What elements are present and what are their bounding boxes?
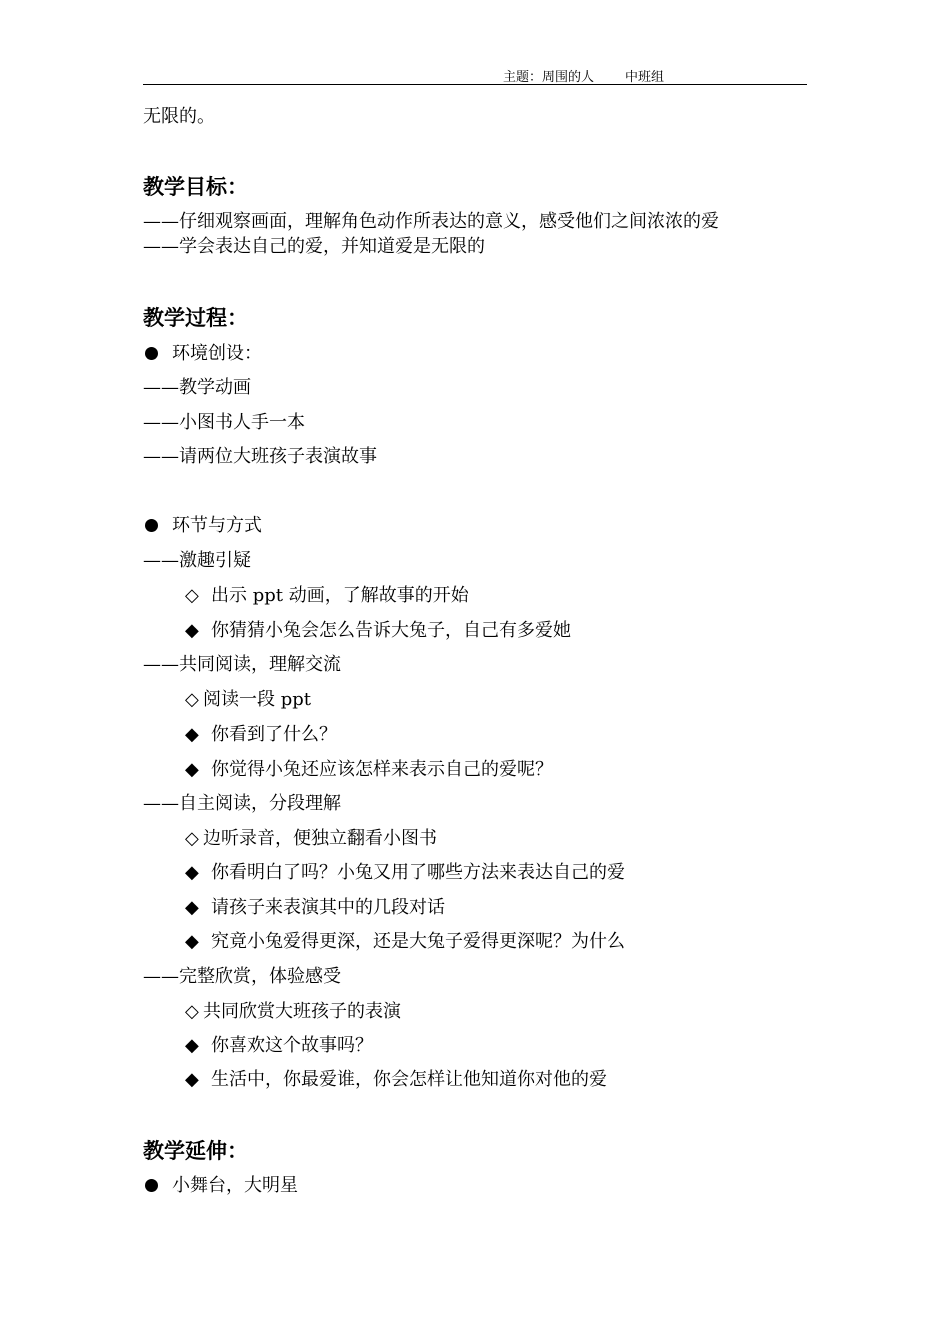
sub-item: ◆ 请孩子来表演其中的几段对话 [185, 897, 445, 918]
sub-item: ◆ 生活中，你最爱谁，你会怎样让他知道你对他的爱 [185, 1069, 607, 1090]
steps-bullet [145, 517, 262, 535]
sub-item: ◇ 边听录音，便独立翻看小图书 [185, 828, 437, 849]
bullet-dot-icon [145, 519, 158, 532]
hollow-diamond-icon: ◇ [185, 585, 199, 606]
intro-tail-text: 无限的。 [143, 106, 215, 127]
steps-title: 环节与方式 [172, 515, 262, 536]
header-theme: 主题：周围的人 [503, 70, 595, 85]
process-heading: 教学过程： [143, 306, 248, 330]
solid-diamond-icon: ◆ [185, 620, 199, 641]
env-title: 环境创设： [172, 343, 262, 364]
sub-item: ◆ 你喜欢这个故事吗？ [185, 1035, 373, 1056]
hollow-diamond-icon: ◇ [185, 1001, 199, 1022]
env-item: ——教学动画 [143, 377, 251, 398]
sub-item: ◇ 出示 ppt 动画，了解故事的开始 [185, 585, 469, 606]
header-group: 中班组 [625, 70, 665, 85]
sub-item: ◆ 究竟小兔爱得更深，还是大兔子爱得更深呢？为什么 [185, 931, 625, 952]
goals-heading: 教学目标： [143, 175, 248, 199]
sub-item: ◆ 你看明白了吗？小兔又用了哪些方法来表达自己的爱 [185, 862, 625, 883]
section-title: ——自主阅读，分段理解 [143, 793, 341, 814]
sub-item: ◆ 你觉得小兔还应该怎样来表示自己的爱呢？ [185, 759, 553, 780]
bullet-dot-icon [145, 347, 158, 360]
bullet-dot-icon [145, 1179, 158, 1192]
solid-diamond-icon: ◆ [185, 1069, 199, 1090]
env-bullet [145, 345, 262, 363]
env-item: ——小图书人手一本 [143, 412, 305, 433]
sub-item: ◇ 阅读一段 ppt [185, 689, 311, 710]
hollow-diamond-icon: ◇ [185, 689, 199, 710]
solid-diamond-icon: ◆ [185, 897, 199, 918]
hollow-diamond-icon: ◇ [185, 828, 199, 849]
goal-item: ——仔细观察画面，理解角色动作所表达的意义，感受他们之间浓浓的爱 [143, 211, 719, 232]
sub-item: ◇ 共同欣赏大班孩子的表演 [185, 1001, 401, 1022]
solid-diamond-icon: ◆ [185, 724, 199, 745]
section-title: ——共同阅读，理解交流 [143, 654, 341, 675]
sub-item: ◆ 你猜猜小兔会怎么告诉大兔子，自己有多爱她 [185, 620, 571, 641]
extension-item: 小舞台，大明星 [172, 1175, 298, 1196]
extension-bullet [145, 1177, 298, 1195]
sub-item: ◆ 你看到了什么？ [185, 724, 337, 745]
env-item: ——请两位大班孩子表演故事 [143, 446, 377, 467]
goal-item: ——学会表达自己的爱，并知道爱是无限的 [143, 236, 485, 257]
solid-diamond-icon: ◆ [185, 1035, 199, 1056]
solid-diamond-icon: ◆ [185, 862, 199, 883]
solid-diamond-icon: ◆ [185, 931, 199, 952]
section-title: ——激趣引疑 [143, 550, 251, 571]
extension-heading: 教学延伸： [143, 1139, 248, 1163]
solid-diamond-icon: ◆ [185, 759, 199, 780]
page-header [143, 66, 807, 85]
section-title: ——完整欣赏，体验感受 [143, 966, 341, 987]
